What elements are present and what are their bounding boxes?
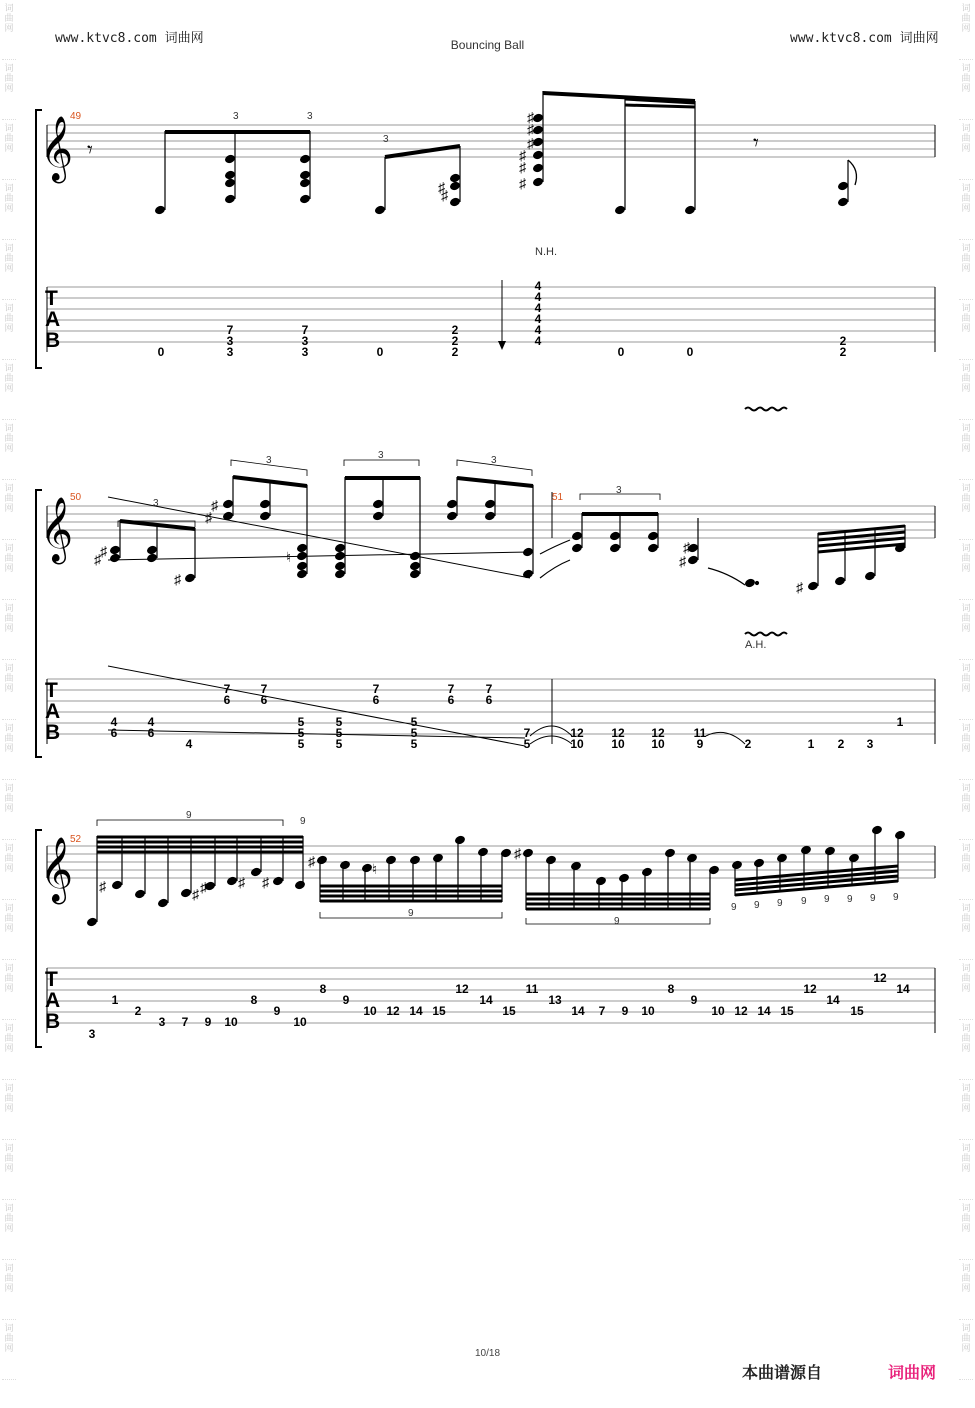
tuplet-number: 3 xyxy=(153,498,159,509)
svg-text:14: 14 xyxy=(571,1004,585,1018)
svg-text:0: 0 xyxy=(157,345,165,359)
svg-text:7: 7 xyxy=(598,1004,606,1018)
vibrato-icon xyxy=(745,633,787,636)
watermark-text: 词 曲 网 xyxy=(2,480,16,540)
svg-text:5: 5 xyxy=(297,715,305,729)
svg-text:4: 4 xyxy=(147,715,155,729)
tuplet-number: 3 xyxy=(378,450,384,461)
watermark-text: 词 曲 网 xyxy=(959,360,973,420)
watermark-text: 词 曲 网 xyxy=(959,960,973,1020)
tab-frets xyxy=(89,971,910,1041)
notes xyxy=(154,91,856,215)
svg-text:♯: ♯ xyxy=(200,879,207,895)
svg-text:6: 6 xyxy=(147,726,155,740)
svg-text:5: 5 xyxy=(297,737,305,751)
svg-text:♯: ♯ xyxy=(174,571,181,587)
svg-text:12: 12 xyxy=(611,726,625,740)
watermark-text: 词 曲 网 xyxy=(2,960,16,1020)
svg-text:6: 6 xyxy=(372,693,380,707)
svg-text:10: 10 xyxy=(611,737,625,751)
source-label: 本曲谱源自 xyxy=(742,1363,823,1382)
svg-text:♯: ♯ xyxy=(527,121,534,137)
svg-text:9: 9 xyxy=(801,896,807,907)
svg-text:14: 14 xyxy=(409,1004,423,1018)
header-site-right[interactable]: www.ktvc8.com 词曲网 xyxy=(790,31,939,46)
svg-text:1: 1 xyxy=(807,737,815,751)
svg-text:10: 10 xyxy=(570,737,584,751)
svg-text:10: 10 xyxy=(711,1004,725,1018)
slide-line xyxy=(108,552,530,560)
svg-text:3: 3 xyxy=(226,334,234,348)
watermark-text: 词 曲 网 xyxy=(2,660,16,720)
rest-icon: 𝄾 xyxy=(753,130,759,155)
tuplet-number: 3 xyxy=(616,485,622,496)
tuplet-number: 3 xyxy=(307,111,313,122)
svg-text:♯: ♯ xyxy=(514,845,521,861)
watermark-text: 词 曲 网 xyxy=(2,1260,16,1320)
measure-number: 51 xyxy=(552,492,564,503)
svg-text:A: A xyxy=(45,700,61,723)
treble-clef-icon: 𝄞 xyxy=(40,497,74,560)
svg-text:♯: ♯ xyxy=(308,853,315,869)
svg-text:5: 5 xyxy=(335,737,343,751)
watermark-text: 词 曲 网 xyxy=(2,540,16,600)
svg-text:♯: ♯ xyxy=(527,109,534,125)
svg-text:7: 7 xyxy=(485,682,493,696)
svg-text:8: 8 xyxy=(319,982,327,996)
artificial-harmonic-label: A.H. xyxy=(745,639,767,651)
tab-lines xyxy=(47,287,935,342)
svg-text:9: 9 xyxy=(870,893,876,904)
svg-text:9: 9 xyxy=(847,894,853,905)
svg-text:9: 9 xyxy=(621,1004,629,1018)
svg-text:♯: ♯ xyxy=(99,878,106,894)
svg-text:0: 0 xyxy=(376,345,384,359)
watermark-text: 词 曲 网 xyxy=(2,120,16,180)
svg-text:♯: ♯ xyxy=(519,147,526,163)
system-1 xyxy=(36,91,935,411)
svg-text:14: 14 xyxy=(826,993,840,1007)
svg-text:4: 4 xyxy=(534,323,542,337)
svg-text:T: T xyxy=(45,679,58,702)
watermark-text: 词 曲 网 xyxy=(959,1320,973,1380)
svg-text:12: 12 xyxy=(570,726,584,740)
watermark-text: 词 曲 网 xyxy=(2,900,16,960)
svg-text:9: 9 xyxy=(696,737,704,751)
tuplet-number: 9 xyxy=(186,810,192,821)
watermark-text: 词 曲 网 xyxy=(959,540,973,600)
svg-text:2: 2 xyxy=(839,334,847,348)
svg-text:4: 4 xyxy=(534,312,542,326)
svg-text:4: 4 xyxy=(534,301,542,315)
watermark-text: 词 曲 网 xyxy=(2,1080,16,1140)
system-2 xyxy=(36,450,935,757)
svg-text:7: 7 xyxy=(181,1015,189,1029)
svg-text:1: 1 xyxy=(111,993,119,1007)
svg-text:♯: ♯ xyxy=(211,497,218,513)
watermark-text: 词 曲 网 xyxy=(959,840,973,900)
svg-text:3: 3 xyxy=(226,345,234,359)
tuplet-number: 9 xyxy=(614,916,620,927)
svg-text:♯: ♯ xyxy=(94,551,101,567)
tuplet-number: 3 xyxy=(491,455,497,466)
watermark-text: 词 曲 网 xyxy=(959,120,973,180)
rest-icon: 𝄾 xyxy=(87,137,93,162)
svg-text:2: 2 xyxy=(451,334,459,348)
svg-text:B: B xyxy=(45,721,61,744)
svg-text:12: 12 xyxy=(734,1004,748,1018)
watermark-text: 词 曲 网 xyxy=(2,180,16,240)
measure-number: 52 xyxy=(70,834,82,845)
header-site-left[interactable]: www.ktvc8.com 词曲网 xyxy=(55,31,204,46)
svg-text:14: 14 xyxy=(757,1004,771,1018)
svg-text:5: 5 xyxy=(335,726,343,740)
svg-text:2: 2 xyxy=(837,737,845,751)
svg-text:6: 6 xyxy=(485,693,493,707)
svg-text:10: 10 xyxy=(363,1004,377,1018)
svg-text:♯: ♯ xyxy=(100,543,107,559)
svg-text:♯: ♯ xyxy=(238,874,245,890)
watermark-text: 词 曲 网 xyxy=(959,900,973,960)
svg-text:7: 7 xyxy=(447,682,455,696)
watermark-text: 词 曲 网 xyxy=(959,720,973,780)
watermark-text: 词 曲 网 xyxy=(2,1200,16,1260)
svg-text:♯: ♯ xyxy=(519,175,526,191)
svg-text:8: 8 xyxy=(250,993,258,1007)
svg-text:T: T xyxy=(45,287,58,310)
svg-text:13: 13 xyxy=(548,993,562,1007)
svg-text:10: 10 xyxy=(641,1004,655,1018)
watermark-text: 词 曲 网 xyxy=(959,1080,973,1140)
tuplet-number: 9 xyxy=(300,816,306,827)
tuplet-number: 3 xyxy=(383,134,389,145)
svg-text:♯: ♯ xyxy=(796,579,803,595)
svg-text:9: 9 xyxy=(754,900,760,911)
svg-text:♯: ♯ xyxy=(527,135,534,151)
tuplet-number: 9 xyxy=(408,908,414,919)
watermark-text: 词 曲 网 xyxy=(959,1020,973,1080)
svg-text:10: 10 xyxy=(293,1015,307,1029)
svg-text:12: 12 xyxy=(803,982,817,996)
watermark-text: 词 曲 网 xyxy=(2,720,16,780)
watermark-text: 词 曲 网 xyxy=(959,480,973,540)
watermark-text: 词 曲 网 xyxy=(959,240,973,300)
svg-text:9: 9 xyxy=(204,1015,212,1029)
svg-text:B: B xyxy=(45,329,61,352)
svg-text:6: 6 xyxy=(110,726,118,740)
svg-text:4: 4 xyxy=(110,715,118,729)
notes xyxy=(86,825,905,927)
svg-text:12: 12 xyxy=(873,971,887,985)
svg-text:♯: ♯ xyxy=(679,553,686,569)
watermark-text: 词 曲 网 xyxy=(959,0,973,60)
tab-clef-icon xyxy=(45,679,60,744)
svg-text:11: 11 xyxy=(525,982,539,996)
svg-text:♯: ♯ xyxy=(262,874,269,890)
watermark-text: 词 曲 网 xyxy=(2,240,16,300)
svg-text:5: 5 xyxy=(297,726,305,740)
brand-logo[interactable]: 词曲网 xyxy=(888,1363,937,1382)
page-number: 10/18 xyxy=(474,1348,501,1359)
svg-text:4: 4 xyxy=(534,279,542,293)
tremolo-dip-icon xyxy=(498,341,506,350)
watermark-text: 词 曲 网 xyxy=(2,60,16,120)
tuplet-nines xyxy=(731,892,899,913)
svg-text:3: 3 xyxy=(301,345,309,359)
svg-text:0: 0 xyxy=(617,345,625,359)
watermark-text: 词 曲 网 xyxy=(2,300,16,360)
measure-number: 49 xyxy=(70,111,82,122)
watermark-text: 词 曲 网 xyxy=(959,1140,973,1200)
svg-text:9: 9 xyxy=(690,993,698,1007)
svg-text:6: 6 xyxy=(223,693,231,707)
watermark-text: 词 曲 网 xyxy=(959,660,973,720)
watermark-text: 词 曲 网 xyxy=(2,840,16,900)
svg-text:♮: ♮ xyxy=(286,549,292,565)
svg-text:10: 10 xyxy=(651,737,665,751)
svg-text:9: 9 xyxy=(342,993,350,1007)
vibrato-icon xyxy=(745,408,787,411)
svg-text:12: 12 xyxy=(455,982,469,996)
watermark-text: 词 曲 网 xyxy=(2,0,16,60)
watermark-text: 词 曲 网 xyxy=(2,1140,16,1200)
watermark-text: 词 曲 网 xyxy=(2,780,16,840)
svg-text:3: 3 xyxy=(158,1015,166,1029)
svg-text:14: 14 xyxy=(479,993,493,1007)
svg-text:10: 10 xyxy=(224,1015,238,1029)
svg-text:7: 7 xyxy=(523,726,531,740)
treble-clef-icon: 𝄞 xyxy=(40,837,74,900)
treble-clef-icon: 𝄞 xyxy=(40,116,74,179)
tuplet-number: 3 xyxy=(233,111,239,122)
svg-text:7: 7 xyxy=(223,682,231,696)
svg-text:5: 5 xyxy=(410,737,418,751)
tab-frets xyxy=(111,682,904,751)
tuplet-number: 3 xyxy=(266,455,272,466)
svg-text:14: 14 xyxy=(896,982,910,996)
watermark-text: 词 曲 网 xyxy=(959,780,973,840)
svg-text:7: 7 xyxy=(260,682,268,696)
svg-text:2: 2 xyxy=(451,345,459,359)
watermark-text: 词 曲 网 xyxy=(959,600,973,660)
svg-text:15: 15 xyxy=(432,1004,446,1018)
watermark-text: 词 曲 网 xyxy=(959,300,973,360)
watermark-text: 词 曲 网 xyxy=(2,420,16,480)
svg-text:T: T xyxy=(45,968,58,991)
svg-text:9: 9 xyxy=(731,902,737,913)
measure-number: 50 xyxy=(70,492,82,503)
svg-text:♯: ♯ xyxy=(205,509,212,525)
watermark-text: 词 曲 网 xyxy=(959,60,973,120)
svg-text:12: 12 xyxy=(386,1004,400,1018)
svg-text:5: 5 xyxy=(410,726,418,740)
tab-clef-icon xyxy=(45,287,60,352)
svg-text:3: 3 xyxy=(88,1027,96,1041)
svg-text:4: 4 xyxy=(185,737,193,751)
svg-text:9: 9 xyxy=(777,898,783,909)
svg-text:2: 2 xyxy=(134,1004,142,1018)
svg-text:7: 7 xyxy=(372,682,380,696)
svg-text:6: 6 xyxy=(447,693,455,707)
watermark-text: 词 曲 网 xyxy=(959,180,973,240)
watermark-text: 词 曲 网 xyxy=(959,1260,973,1320)
svg-text:3: 3 xyxy=(301,334,309,348)
svg-text:♯: ♯ xyxy=(192,886,199,902)
svg-text:5: 5 xyxy=(523,737,531,751)
svg-text:2: 2 xyxy=(451,323,459,337)
watermark-text: 词 曲 网 xyxy=(2,1020,16,1080)
svg-text:11: 11 xyxy=(693,726,707,740)
svg-text:9: 9 xyxy=(273,1004,281,1018)
watermark-text: 词 曲 网 xyxy=(959,420,973,480)
tuplet-brackets xyxy=(118,460,660,527)
tab-clef-icon xyxy=(45,968,60,1033)
svg-text:♯: ♯ xyxy=(438,179,445,195)
natural-harmonic-label: N.H. xyxy=(535,246,557,258)
svg-text:2: 2 xyxy=(744,737,752,751)
svg-text:8: 8 xyxy=(667,982,675,996)
staff-lines xyxy=(47,125,935,157)
svg-text:12: 12 xyxy=(651,726,665,740)
watermark-text: 词 曲 网 xyxy=(2,600,16,660)
svg-text:15: 15 xyxy=(780,1004,794,1018)
svg-text:15: 15 xyxy=(502,1004,516,1018)
svg-text:5: 5 xyxy=(335,715,343,729)
svg-text:9: 9 xyxy=(893,892,899,903)
svg-text:B: B xyxy=(45,1010,61,1033)
svg-text:A: A xyxy=(45,308,61,331)
svg-text:4: 4 xyxy=(534,290,542,304)
svg-text:7: 7 xyxy=(226,323,234,337)
svg-text:2: 2 xyxy=(839,345,847,359)
svg-text:9: 9 xyxy=(824,894,830,905)
svg-text:3: 3 xyxy=(866,737,874,751)
score-title: Bouncing Ball xyxy=(450,38,525,52)
watermark-text: 词 曲 网 xyxy=(2,360,16,420)
svg-text:0: 0 xyxy=(686,345,694,359)
svg-text:5: 5 xyxy=(410,715,418,729)
svg-text:4: 4 xyxy=(534,334,542,348)
svg-text:♯: ♯ xyxy=(441,187,448,203)
svg-text:7: 7 xyxy=(301,323,309,337)
svg-text:1: 1 xyxy=(896,715,904,729)
svg-text:15: 15 xyxy=(850,1004,864,1018)
svg-text:6: 6 xyxy=(260,693,268,707)
svg-text:♮: ♮ xyxy=(372,861,378,877)
system-3 xyxy=(36,810,935,1047)
svg-text:A: A xyxy=(45,989,61,1012)
svg-text:♯: ♯ xyxy=(519,159,526,175)
svg-text:♯: ♯ xyxy=(683,539,690,555)
watermark-text: 词 曲 网 xyxy=(2,1320,16,1380)
watermark-text: 词 曲 网 xyxy=(959,1200,973,1260)
